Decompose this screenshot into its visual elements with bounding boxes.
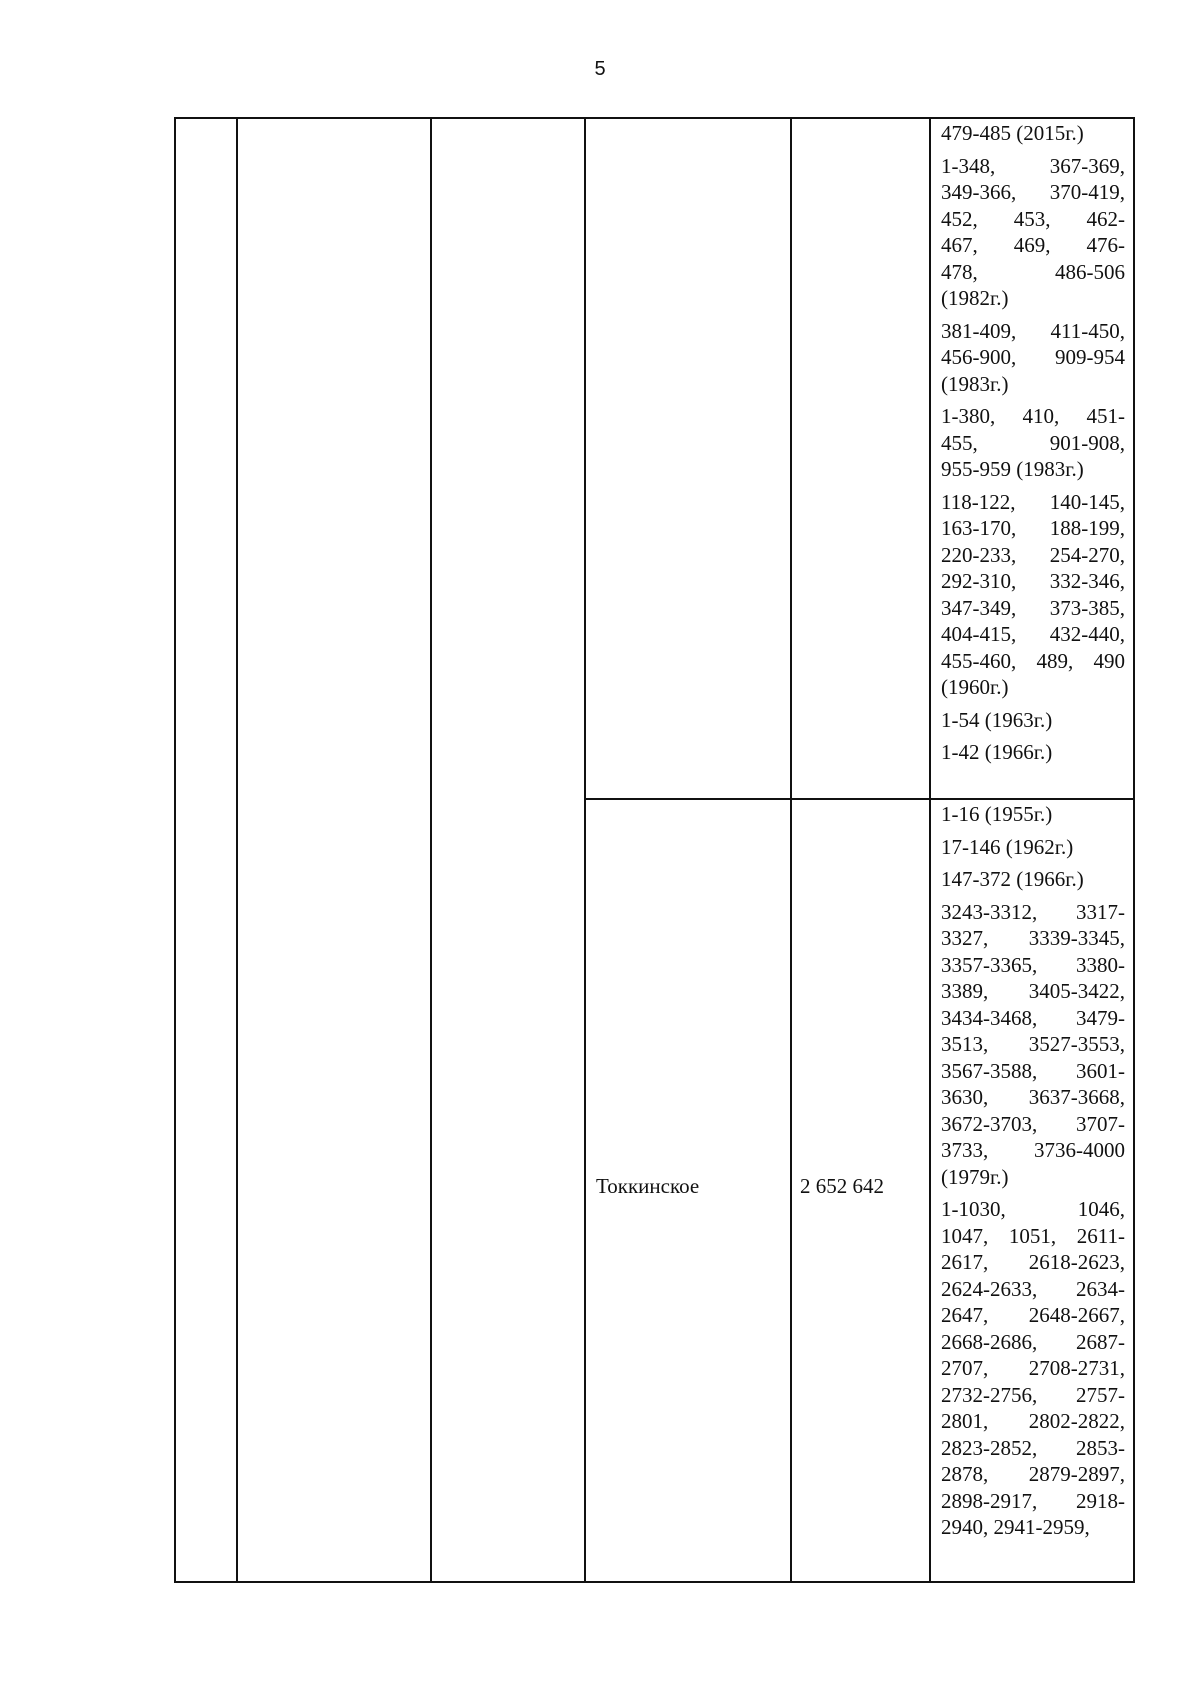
quarter-line: 2617, 2618-2623,	[941, 1250, 1125, 1274]
quarter-line: 478, 486-506	[941, 259, 1125, 284]
quarter-line: 147-372 (1966г.)	[941, 867, 1084, 891]
quarter-line: 1-54 (1963г.)	[941, 707, 1053, 732]
column-divider-2	[430, 117, 432, 1583]
quarter-line: 3733, 3736-4000	[941, 1138, 1125, 1162]
quarter-line: 3672-3703, 3707-	[941, 1111, 1125, 1136]
quarter-line: 955-959 (1983г.)	[941, 457, 1084, 481]
quarter-line: 1-380, 410, 451-	[941, 404, 1125, 428]
quarter-line: 381-409, 411-450,	[941, 318, 1125, 343]
quarter-entry	[941, 153, 1125, 312]
column-divider-3	[584, 117, 586, 1583]
quarter-line: 404-415, 432-440,	[941, 622, 1125, 646]
quarter-entry	[941, 866, 1125, 893]
quarter-line: 1-1030, 1046,	[941, 1197, 1125, 1221]
column-divider-1	[236, 117, 238, 1583]
quarter-line: 455, 901-908,	[941, 430, 1125, 455]
page-number: 5	[594, 58, 606, 80]
quarter-line: 3567-3588, 3601-	[941, 1058, 1125, 1083]
quarter-line: (1983г.)	[941, 371, 1009, 396]
quarter-line: 467, 469, 476-	[941, 233, 1125, 257]
quarter-entry	[941, 120, 1125, 147]
quarter-entry	[941, 899, 1125, 1191]
quarter-line: 1-42 (1966г.)	[941, 740, 1053, 764]
quarter-line: 2668-2686, 2687-	[941, 1329, 1125, 1354]
quarter-line: 3630, 3637-3668,	[941, 1085, 1125, 1109]
quarter-line: (1979г.)	[941, 1164, 1009, 1189]
quarter-line: 292-310, 332-346,	[941, 569, 1125, 593]
quarter-line: 2707, 2708-2731,	[941, 1356, 1125, 1380]
quarter-entry	[941, 1196, 1125, 1541]
quarter-line: 163-170, 188-199,	[941, 516, 1125, 540]
quarter-entry	[941, 707, 1125, 734]
quarter-line: 456-900, 909-954	[941, 345, 1125, 369]
forestry-area: 2 652 642	[800, 1174, 884, 1198]
quarter-line: 2647, 2648-2667,	[941, 1303, 1125, 1327]
quarter-line: 1047, 1051, 2611-	[941, 1223, 1125, 1248]
quarter-entry	[941, 318, 1125, 398]
quarter-line: 1-348, 367-369,	[941, 153, 1125, 178]
quarter-line: 1-16 (1955г.)	[941, 802, 1053, 826]
quarter-line: 3434-3468, 3479-	[941, 1005, 1125, 1030]
quarter-line: 17-146 (1962г.)	[941, 834, 1074, 859]
quarter-line: 2732-2756, 2757-	[941, 1382, 1125, 1407]
table-top-border	[174, 117, 1135, 119]
table-left-border	[174, 117, 176, 1583]
quarter-line: 2801, 2802-2822,	[941, 1409, 1125, 1433]
quarter-line: 2624-2633, 2634-	[941, 1276, 1125, 1301]
quarter-line: 455-460, 489, 490	[941, 648, 1125, 673]
quarter-line: 3243-3312, 3317-	[941, 899, 1125, 924]
quarter-entry	[941, 489, 1125, 701]
forestry-name: Токкинское	[596, 1174, 700, 1198]
quarter-entry	[941, 739, 1125, 766]
quarter-line: (1982г.)	[941, 286, 1009, 310]
quarter-line: 347-349, 373-385,	[941, 595, 1125, 620]
table-right-border	[1133, 117, 1135, 1583]
quarter-entry	[941, 403, 1125, 483]
column-divider-5	[929, 117, 931, 1583]
table-bottom-border	[174, 1581, 1135, 1583]
quarter-line: 220-233, 254-270,	[941, 542, 1125, 567]
quarter-line: 3327, 3339-3345,	[941, 926, 1125, 950]
quarter-line: (1960г.)	[941, 675, 1009, 699]
quarter-line: 3389, 3405-3422,	[941, 979, 1125, 1003]
quarter-entry	[941, 834, 1125, 861]
quarter-line: 118-122, 140-145,	[941, 489, 1125, 514]
quarter-line: 3513, 3527-3553,	[941, 1032, 1125, 1056]
quarter-line: 2823-2852, 2853-	[941, 1435, 1125, 1460]
quarter-line: 2878, 2879-2897,	[941, 1462, 1125, 1486]
quarter-line: 2940, 2941-2959,	[941, 1515, 1090, 1539]
column-divider-4	[790, 117, 792, 1583]
row-divider	[584, 798, 1135, 800]
quarter-line: 479-485 (2015г.)	[941, 121, 1084, 145]
quarter-line: 349-366, 370-419,	[941, 180, 1125, 204]
quarter-line: 2898-2917, 2918-	[941, 1488, 1125, 1513]
quarter-line: 452, 453, 462-	[941, 206, 1125, 231]
quarter-entry	[941, 801, 1125, 828]
upper-quarter-entries	[941, 120, 1125, 772]
lower-quarter-entries	[941, 801, 1125, 1547]
quarter-line: 3357-3365, 3380-	[941, 952, 1125, 977]
